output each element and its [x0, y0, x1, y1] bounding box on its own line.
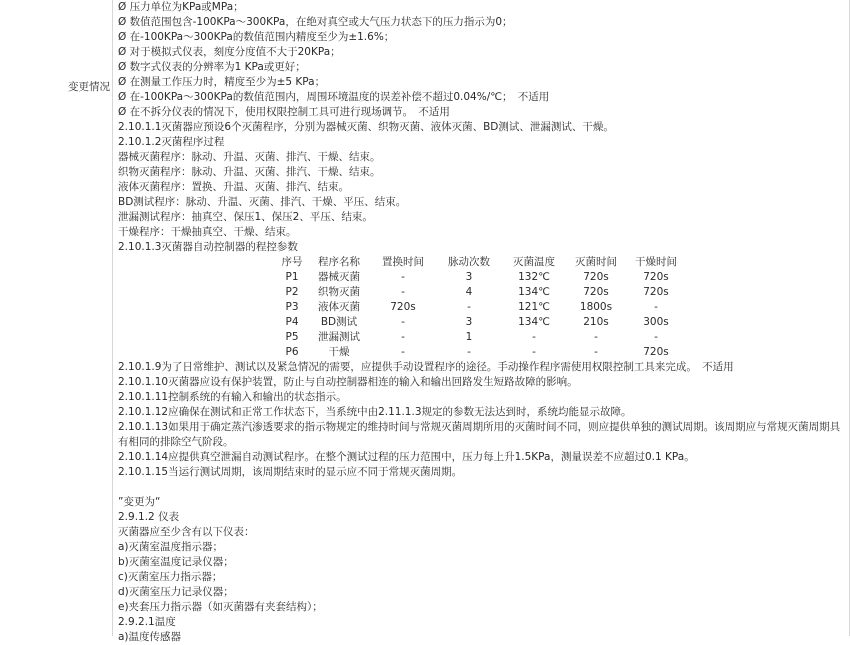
table-cell: 720s	[390, 301, 416, 313]
change-marker: ”变更为“	[118, 496, 161, 508]
bullet-line: Ø 在不拆分仪表的情况下，使用权限控制工具可进行现场调节。 不适用	[118, 106, 450, 118]
table-header: 干燥时间	[635, 256, 677, 268]
program-line: BD测试程序：脉动、升温、灭菌、排汽、干燥、平压、结束。	[118, 196, 407, 208]
list-item: d)灭菌室压力记录仪器；	[118, 586, 234, 598]
table-cell: BD测试	[320, 316, 358, 328]
bullet-line: Ø 数值范围包含-100KPa～300KPa，在绝对真空或大气压力状态下的压力指示为0；	[118, 16, 513, 28]
section-heading: 2.9.2.1温度	[118, 616, 176, 628]
table-header: 脉动次数	[448, 256, 490, 268]
table-header: 灭菌温度	[513, 256, 555, 268]
clause-paragraph: 2.10.1.13如果用于确定蒸汽渗透要求的指示物规定的维持时间与常规灭菌周期所用的灭菌时间不同，则应提供单独的测试周期。该周期应与常规灭菌周期具有相同的排除空气阶段。	[118, 421, 841, 448]
table-cell: -	[401, 346, 405, 358]
bullet-line: Ø 对于模拟式仪表，刻度分度值不大于20KPa；	[118, 46, 341, 58]
table-cell: P6	[285, 346, 299, 358]
bullet-line: Ø 压力单位为KPa或MPa；	[118, 1, 244, 13]
table-cell: 720s	[583, 286, 609, 298]
spacer	[118, 480, 844, 495]
table-cell: -	[594, 331, 598, 343]
table-cell: P1	[285, 271, 299, 283]
clause-line: 2.10.1.11控制系统的有输入和输出的状态指示。	[118, 391, 347, 403]
bullet-line: Ø 在-100KPa～300KPa的数值范围内，周围环境温度的误差补偿不超过0.04%/℃； 不适用	[118, 91, 550, 103]
list-item: e)夹套压力指示器（如灭菌器有夹套结构）；	[118, 601, 323, 613]
label-column	[0, 0, 113, 636]
list-item: c)灭菌室压力指示器；	[118, 571, 223, 583]
table-header: 灭菌时间	[575, 256, 617, 268]
bullet-line: Ø 在-100KPa～300KPa的数值范围内精度至少为±1.6%；	[118, 31, 395, 43]
program-line: 织物灭菌程序：脉动、升温、灭菌、排汽、干燥、结束。	[118, 166, 381, 178]
table-cell: -	[401, 331, 405, 343]
clause-line: 2.10.1.10灭菌器应设有保护装置，防止与自动控制器相连的输入和输出回路发生短路故障的影响。	[118, 376, 578, 388]
clause-line: 2.10.1.1灭菌器应预设6个灭菌程序，分别为器械灭菌、织物灭菌、液体灭菌、BD测试、泄漏测试、干燥。	[118, 121, 614, 133]
list-item: b)灭菌室温度记录仪器；	[118, 556, 234, 568]
table-cell: -	[654, 331, 658, 343]
table-row	[276, 270, 686, 285]
table-cell: -	[654, 301, 658, 313]
table-cell: 液体灭菌	[318, 301, 360, 313]
table-header-row	[276, 255, 686, 270]
table-row	[276, 345, 686, 360]
table-cell: 3	[465, 316, 473, 328]
table-cell: 干燥	[328, 346, 350, 358]
table-cell: -	[401, 286, 405, 298]
table-cell: 1800s	[579, 301, 613, 313]
table-row	[276, 300, 686, 315]
table-cell: 1	[465, 331, 473, 343]
table-cell: P2	[285, 286, 299, 298]
table-cell: 134℃	[518, 316, 550, 328]
list-item: a)灭菌室温度指示器；	[118, 541, 224, 553]
table-cell: 720s	[643, 286, 669, 298]
table-row	[276, 330, 686, 345]
document-content	[118, 0, 844, 645]
section-heading: 2.9.1.2 仪表	[118, 511, 180, 523]
table-cell: 300s	[643, 316, 669, 328]
clause-heading: 2.10.1.2灭菌程序过程	[118, 136, 225, 148]
program-line: 器械灭菌程序：脉动、升温、灭菌、排汽、干燥、结束。	[118, 151, 381, 163]
table-cell: -	[532, 346, 536, 358]
clause-line: 2.10.1.9为了日常维护、测试以及紧急情况的需要，应提供手动设置程序的途径。手动操作程序需使用权限控制工具来完成。 不适用	[118, 361, 734, 373]
program-parameter-table	[276, 255, 686, 360]
table-cell: 720s	[643, 346, 669, 358]
table-cell: P5	[285, 331, 299, 343]
table-cell: -	[532, 331, 536, 343]
table-cell: 121℃	[518, 301, 550, 313]
clause-line: 2.10.1.14应提供真空泄漏自动测试程序。在整个测试过程的压力范围中，压力每上升1.5KPa，测量误差不应超过0.1 KPa。	[118, 451, 695, 463]
table-cell: 720s	[643, 271, 669, 283]
clause-heading: 2.10.1.3灭菌器自动控制器的程控参数	[118, 241, 298, 253]
table-header: 序号	[281, 256, 303, 268]
table-cell: -	[467, 346, 471, 358]
table-header: 置换时间	[382, 256, 424, 268]
table-cell: -	[594, 346, 598, 358]
table-cell: 器械灭菌	[318, 271, 360, 283]
table-cell: 泄漏测试	[318, 331, 360, 343]
table-cell: P4	[285, 316, 299, 328]
bullet-line: Ø 在测量工作压力时，精度至少为±5 KPa；	[118, 76, 326, 88]
program-line: 液体灭菌程序：置换、升温、灭菌、排汽、结束。	[118, 181, 349, 193]
table-cell: -	[467, 301, 471, 313]
table-cell: 134℃	[518, 286, 550, 298]
table-cell: 3	[465, 271, 473, 283]
table-cell: 132℃	[518, 271, 550, 283]
table-cell: 720s	[583, 271, 609, 283]
program-line: 泄漏测试程序：抽真空、保压1、保压2、平压、结束。	[118, 211, 373, 223]
table-row	[276, 285, 686, 300]
table-cell: 织物灭菌	[318, 286, 360, 298]
table-cell: P3	[285, 301, 299, 313]
program-line: 干燥程序：干燥抽真空、干燥、结束。	[118, 226, 297, 238]
table-header: 程序名称	[318, 256, 360, 268]
table-cell: -	[401, 271, 405, 283]
list-item: a)温度传感器	[118, 631, 182, 643]
clause-line: 2.10.1.12应确保在测试和正常工作状态下，当系统中由2.11.1.3规定的参数无法达到时，系统均能显示故障。	[118, 406, 632, 418]
section-label: 变更情况	[68, 81, 110, 93]
table-row	[276, 315, 686, 330]
table-cell: -	[401, 316, 405, 328]
clause-line: 2.10.1.15当运行测试周期，该周期结束时的显示应不同于常规灭菌周期。	[118, 466, 463, 478]
table-cell: 210s	[583, 316, 609, 328]
text-line: 灭菌器应至少含有以下仪表：	[118, 526, 255, 538]
table-cell: 4	[465, 286, 473, 298]
bullet-line: Ø 数字式仪表的分辨率为1 KPa或更好；	[118, 61, 306, 73]
